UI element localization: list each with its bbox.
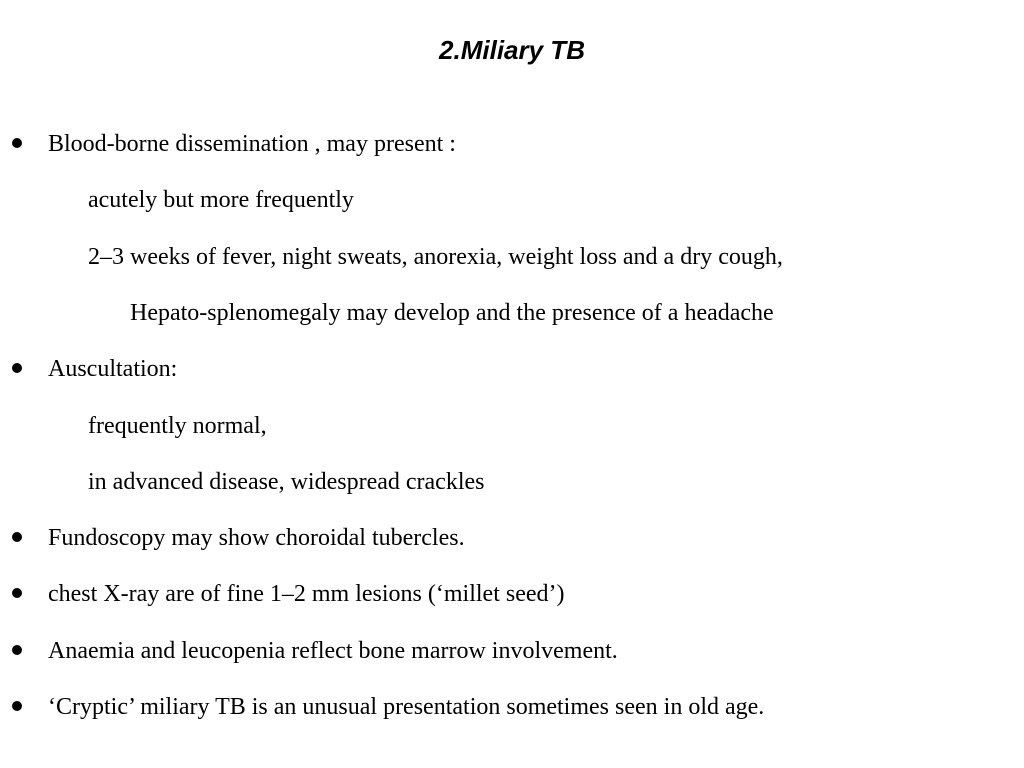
bullet-text: Fundoscopy may show choroidal tubercles. [48,525,465,551]
bullet-dot-icon [12,363,22,373]
bullet-dot-icon [12,645,22,655]
sub-sub-bullet-text: Hepato-splenomegaly may develop and the presence of a headache [130,300,774,326]
sub-bullet-text: 2–3 weeks of fever, night sweats, anorexia, weight loss and a dry cough, [88,244,783,270]
bullet-dot-icon [12,588,22,598]
bullet-text: Blood-borne dissemination , may present : [48,131,456,157]
sub-bullet-text: acutely but more frequently [88,187,354,213]
bullet-text: chest X-ray are of fine 1–2 mm lesions (‘millet seed’) [48,581,565,607]
sub-bullet-text: in advanced disease, widespread crackles [88,469,485,495]
bullet-dot-icon [12,138,22,148]
bullet-text: Auscultation: [48,356,178,382]
slide-title: 2.Miliary TB [439,35,585,65]
bullet-text: Anaemia and leucopenia reflect bone marrow involvement. [48,638,618,664]
bullet-text: ‘Cryptic’ miliary TB is an unusual presentation sometimes seen in old age. [48,694,765,720]
sub-bullet-text: frequently normal, [88,413,267,439]
bullet-dot-icon [12,532,22,542]
bullet-dot-icon [12,701,22,711]
